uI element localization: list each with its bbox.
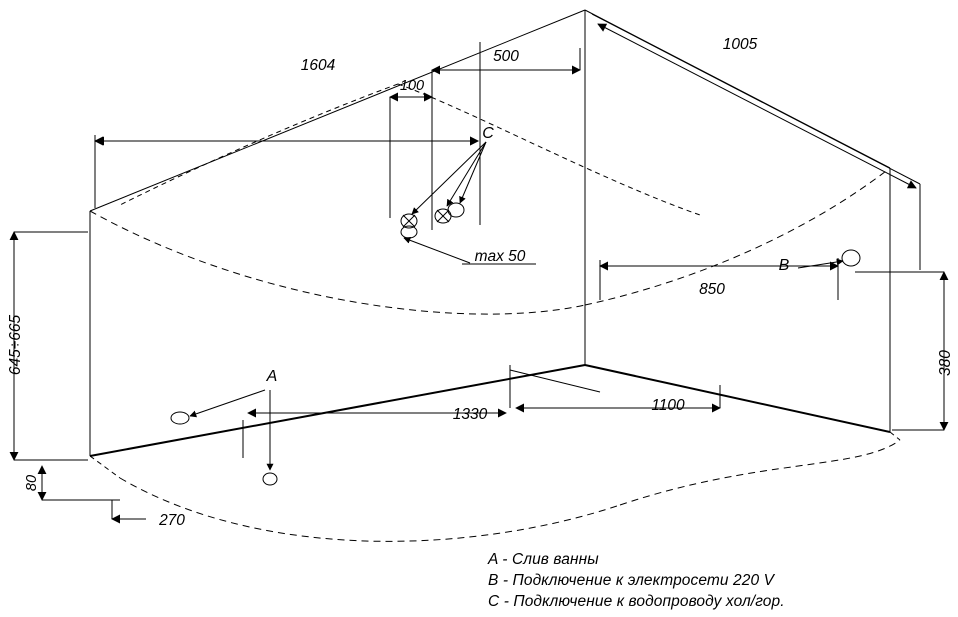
dim-height-range: 645÷665 [7,314,24,376]
dim-1100: 1100 [651,397,685,414]
dim-500: 500 [493,48,519,65]
dim-1005: 1005 [722,36,758,53]
callout-c-label: C [482,125,494,142]
dim-270: 270 [159,512,185,529]
callout-b-label: B [778,257,790,274]
node-b-group [779,250,860,274]
node-a-group [171,368,277,485]
dim-80: 80 [24,474,40,492]
dimension-100 [390,78,432,218]
dimension-1005 [592,14,920,270]
tub-outline [90,10,890,456]
legend-item-a: A - Слив ванны [488,551,599,568]
legend [488,549,785,612]
dim-100: 100 [399,78,425,94]
hidden-edges [90,84,900,541]
dimension-top [95,10,585,225]
dim-top-total: 1604 [300,57,336,74]
legend-item-c: C - Подключение к водопроводу хол/гор. [488,593,785,610]
dim-max-50: max 50 [474,248,526,265]
dim-850: 850 [699,281,725,298]
dim-380: 380 [937,350,954,376]
callout-a-label: A [266,368,278,385]
connection-points [171,125,860,485]
legend-item-b: B - Подключение к электросети 220 V [488,572,775,589]
dim-1330: 1330 [452,406,488,423]
dimension-height [7,232,120,500]
